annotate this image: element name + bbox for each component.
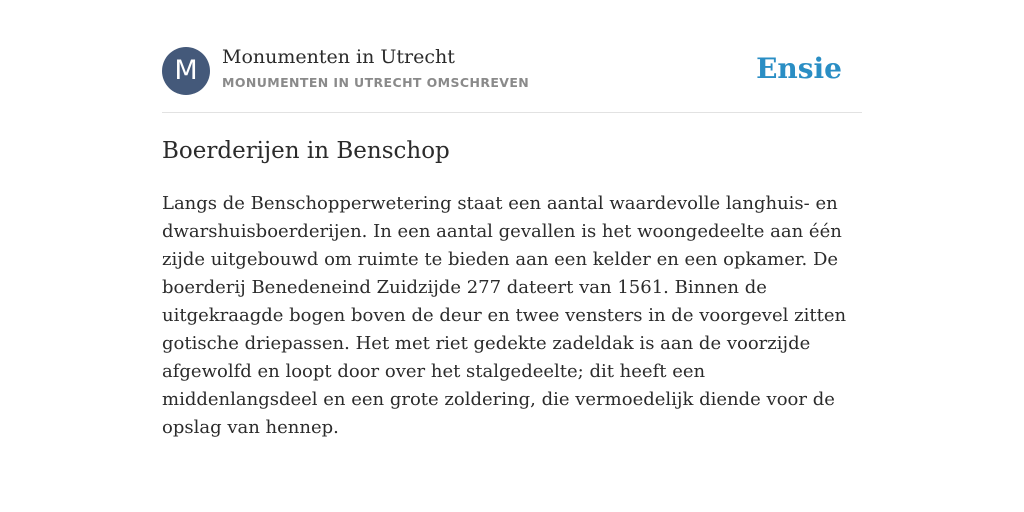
site-subtitle: MONUMENTEN IN UTRECHT OMSCHREVEN [222, 75, 530, 90]
site-header [162, 0, 862, 113]
avatar[interactable]: M [162, 47, 210, 95]
page-title: Boerderijen in Benschop [162, 138, 450, 164]
site-title[interactable]: Monumenten in Utrecht [222, 46, 455, 68]
article-body: Langs de Benschopperwetering staat een aantal waardevolle langhuis- en dwarshuisboerderijen. In een aantal gevallen is het woongedeelte aan één zijde uitgebouwd om ruimte te bieden aan een kelder en een opkamer. De boerderij Benedeneind Zuidzijde 277 dateert van 1561. Binnen de uitgekraagde bogen boven de deur en twee vensters in de voorgevel zitten gotische driepassen. Het met riet gedekte zadeldak is aan de voorzijde afgewolfd en loopt door over het stalgedeelte; dit heeft een middenlangsdeel en een grote zoldering, die vermoedelijk diende voor de opslag van hennep. [162, 193, 847, 438]
ensie-logo[interactable]: Ensie [756, 52, 842, 85]
page-container [162, 0, 862, 438]
